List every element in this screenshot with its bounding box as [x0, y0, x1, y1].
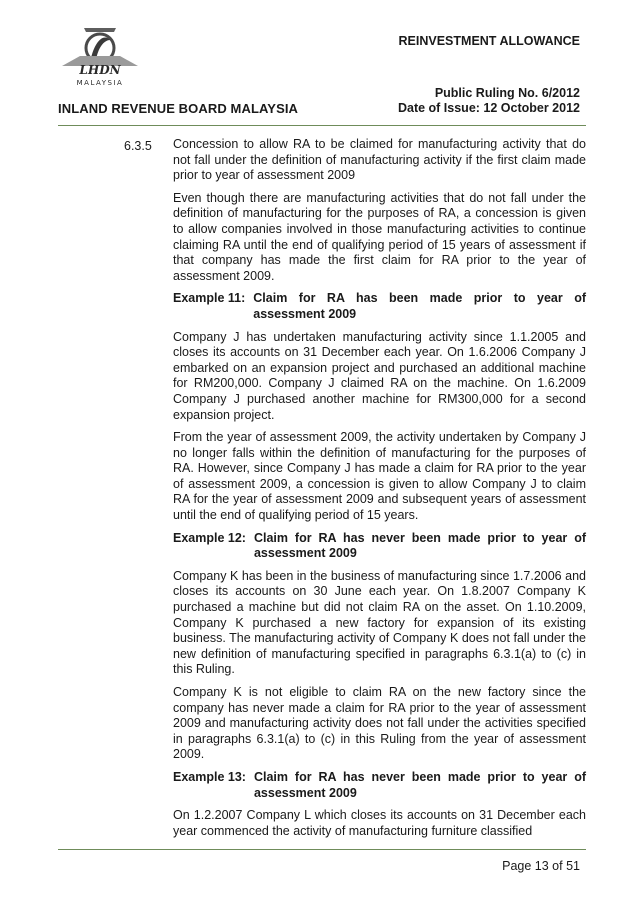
lhdn-logo [58, 22, 142, 88]
example-paragraph: Company K has been in the business of manufacturing since 1.7.2006 and closes its accounts on 30 June each year. On 1.8.2007 Company K purchased a machine but did not claim RA on the asset. On 1.10.2009, Company K purchased a new factory for expansion of its existing business. The manufacturing activity of Company K does not fall under the new definition of manufacturing specified in paragraphs 6.3.1(a) to (c) in this Ruling. [173, 568, 586, 677]
example-12-heading [173, 531, 586, 562]
header-divider [58, 125, 586, 126]
issue-date: Date of Issue: 12 October 2012 [397, 101, 580, 115]
organisation-name: INLAND REVENUE BOARD MALAYSIA [58, 101, 299, 116]
example-paragraph: Company K is not eligible to claim RA on the new factory since the company has never made a claim for RA prior to the year of assessment 2009 and manufacturing activity does not fall under the activities specified in paragraphs 6.3.1(a) to (c) in this Ruling from the year of assessment 2009. [173, 685, 586, 762]
example-13-heading [173, 770, 586, 801]
page-number: Page 13 of 51 [502, 859, 580, 873]
section-heading: Concession to allow RA to be claimed for manufacturing activity that do not fall under the definition of manufacturing activity if the first claim made prior to year of assessment 2009 [173, 137, 586, 183]
logo-subtext: MALAYSIA [76, 79, 124, 87]
example-paragraph: On 1.2.2007 Company L which closes its accounts on 31 December each year commenced the activity of manufacturing furniture classified [173, 808, 586, 838]
logo-text: LHDN [79, 63, 121, 77]
example-11-heading [173, 291, 586, 322]
ruling-number: Public Ruling No. 6/2012 [434, 86, 580, 100]
document-title: REINVESTMENT ALLOWANCE [398, 34, 580, 48]
lhdn-logo-icon [58, 22, 142, 88]
example-label: Example 11: [173, 291, 246, 306]
section-number: 6.3.5 [124, 139, 152, 153]
example-paragraph: Company J has undertaken manufacturing activity since 1.1.2005 and closes its accounts on 31 December each year. On 1.6.2006 Company J embarked on an expansion project and purchased an additional machine for RM200,000. Company J claimed RA on the machine. On 1.6.2009 Company J purchased another machine for RM300,000 for a second expansion project. [173, 329, 586, 422]
example-paragraph: From the year of assessment 2009, the activity undertaken by Company J no longer falls within the definition of manufacturing for the purposes of RA. However, since Company J has made a claim for RA prior to the year of assessment 2009, a concession is given to allow Company J to claim RA for the year of assessment 2009 and subsequent years of assessment until the end of qualifying period of 15 years. [173, 430, 586, 523]
section-intro: Even though there are manufacturing activities that do not fall under the definition of manufacturing for the purposes of RA, a concession is given to allow companies involved in those manufacturing activities to continue claiming RA until the end of qualifying period of 15 years of assessment if that company has made the first claim for RA prior to the year of assessment 2009. [173, 190, 586, 283]
example-title: Claim for RA has never been made prior to year of assessment 2009 [253, 769, 586, 800]
example-label: Example 12: [173, 530, 246, 545]
section-body [173, 137, 586, 846]
example-title: Claim for RA has never been made prior to year of assessment 2009 [253, 530, 586, 561]
footer-divider [58, 849, 586, 850]
example-title: Claim for RA has been made prior to year of assessment 2009 [253, 291, 586, 321]
example-label: Example 13: [173, 769, 246, 784]
